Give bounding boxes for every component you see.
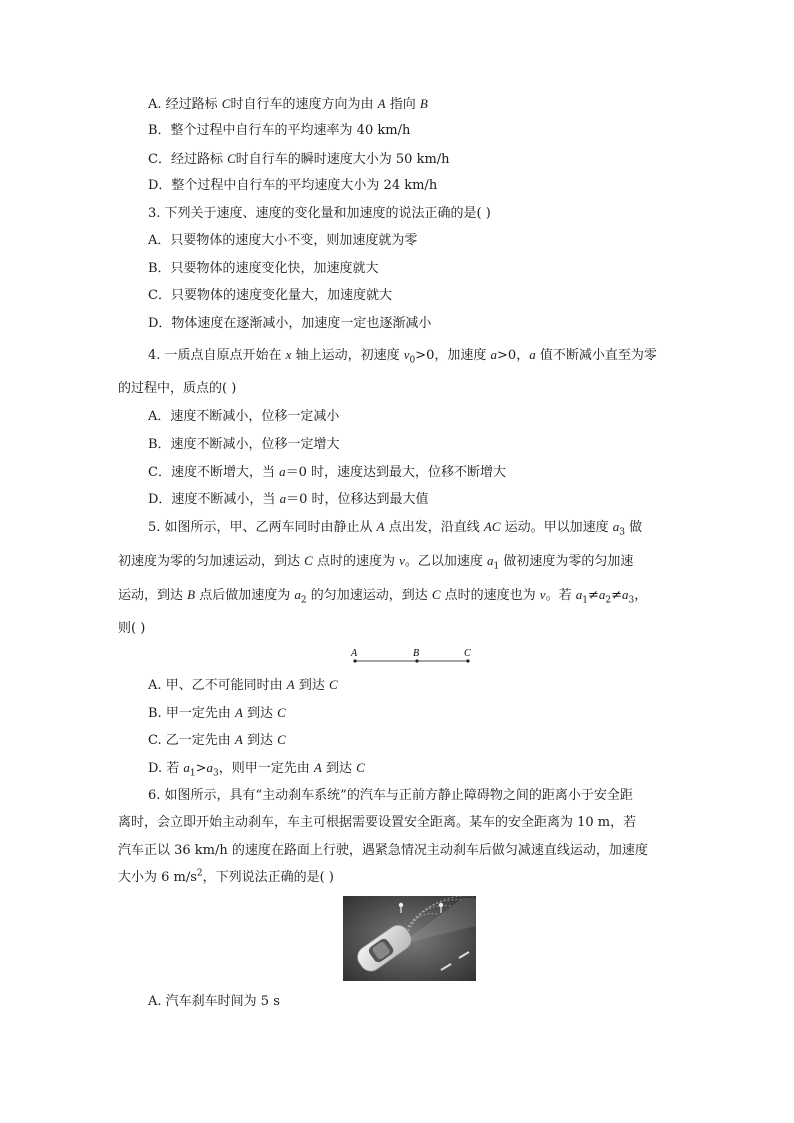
- q5-stem-line4: 则( ): [118, 621, 146, 636]
- car-braking-photo: [343, 896, 476, 981]
- q5-option-d: D. 若 $a_1>a_3$，则甲一定先由 A 到达 C: [148, 760, 365, 779]
- q2-option-c: C．经过路标 C时自行车的瞬时速度大小为 50 km/h: [148, 151, 450, 167]
- q6-stem-line2: 离时，会立即开始主动刹车，车主可根据需要设置安全距离。某车的安全距离为 10 m，若: [118, 815, 637, 830]
- q5-option-c: C. 乙一定先由 A 到达 C: [148, 732, 286, 748]
- q3-option-b: B．只要物体的速度变化快，加速度就大: [148, 261, 379, 276]
- q6-stem-line4: 大小为 6 $m/s^2$，下列说法正确的是( ): [118, 868, 334, 885]
- q2-option-d: D．整个过程中自行车的平均速度大小为 24 km/h: [148, 178, 438, 193]
- label-a: A: [351, 648, 358, 659]
- q6-stem-line3: 汽车正以 36 km/h 的速度在路面上行驶，遇紧急情况主动刹车后做匀减速直线运动，加速度: [118, 843, 648, 858]
- q4-option-c: C．速度不断增大，当 a＝0 时，速度达到最大，位移不断增大: [148, 464, 506, 480]
- q5-stem-line3: 运动，到达 B 点后做加速度为 $a_2$ 的匀加速运动，到达 C 点时的速度也为 v。若 $a_1\ne a_2\ne a_3$，: [118, 587, 648, 606]
- q6-stem-line1: 6. 如图所示，具有“主动刹车系统”的汽车与正前方静止障碍物之间的距离小于安全距: [148, 788, 633, 803]
- q4-option-a: A．速度不断减小，位移一定减小: [148, 409, 340, 424]
- q5-stem-line2: 初速度为零的匀加速运动，到达 C 点时的速度为 v。乙以加速度 $a_1$ 做初速度为零的匀加速: [118, 553, 634, 572]
- label-c: C: [464, 648, 471, 659]
- q6-option-a: A. 汽车刹车时间为 5 s: [148, 994, 280, 1009]
- q2-option-b: B．整个过程中自行车的平均速率为 40 km/h: [148, 123, 411, 138]
- q3-stem: 3. 下列关于速度、速度的变化量和加速度的说法正确的是( ): [148, 206, 491, 221]
- q4-option-b: B．速度不断减小，位移一定增大: [148, 437, 340, 452]
- q3-option-d: D．物体速度在逐渐减小，加速度一定也逐渐减小: [148, 316, 432, 331]
- point-b: [415, 659, 418, 662]
- q3-option-a: A．只要物体的速度大小不变，则加速度就为零: [148, 233, 418, 248]
- q4-stem-line2: 的过程中，质点的( ): [118, 381, 237, 396]
- q5-stem-line1: 5. 如图所示，甲、乙两车同时由静止从 A 点出发，沿直线 AC 运动。甲以加速度 $a_3$ 做: [148, 519, 643, 538]
- q5-option-b: B. 甲一定先由 A 到达 C: [148, 705, 286, 721]
- q4-option-d: D．速度不断减小，当 a＝0 时，位移达到最大值: [148, 491, 429, 507]
- point-a: [353, 659, 356, 662]
- q4-stem-line1: 4. 一质点自原点开始在 x 轴上运动，初速度 $v_0>0$，加速度 a>0，a 值不断减小直至为零: [148, 347, 657, 366]
- label-b: B: [413, 648, 420, 659]
- q2-option-a: A. 经过路标 C时自行车的速度方向为由 A 指向 B: [148, 96, 428, 112]
- q5-option-a: A. 甲、乙不可能同时由 A 到达 C: [148, 677, 338, 693]
- q5-line-diagram: [345, 646, 475, 666]
- q3-option-c: C．只要物体的速度变化量大，加速度就大: [148, 288, 392, 303]
- point-c: [466, 659, 469, 662]
